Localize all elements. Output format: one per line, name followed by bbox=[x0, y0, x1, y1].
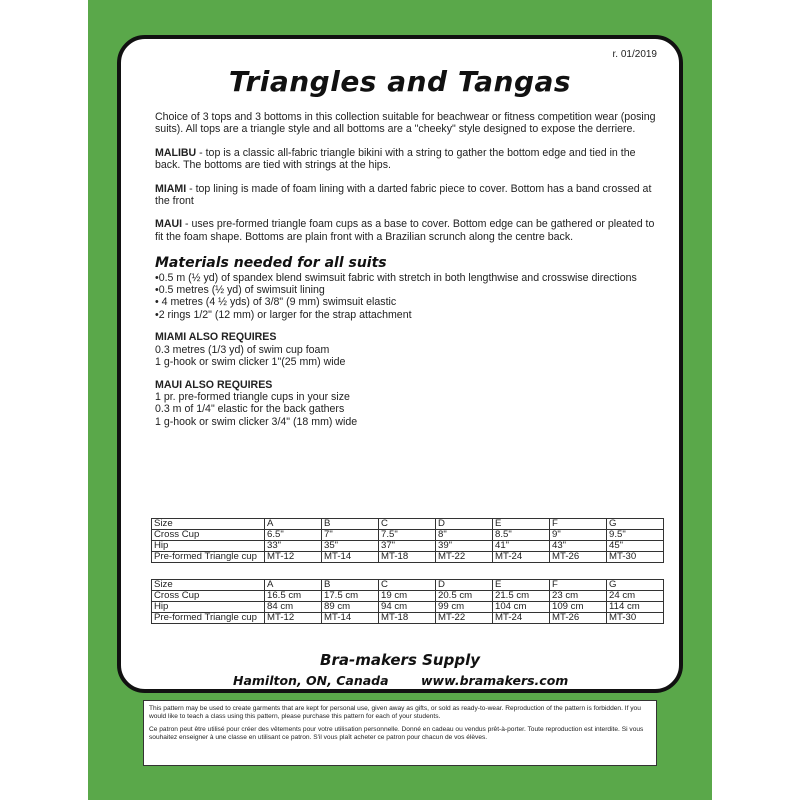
notice-french: Ce patron peut être utilisé pour créer des vêtements pour votre utilisation personnelle. Donné en cadeau ou vendus prêt-à-porter. Toute reproduction est interdite. Si vous souhaitez enseigner à une classe en utilisant ce patron. S'il vous plaît acheter ce patron pour chacun de vos élèves. bbox=[149, 726, 644, 741]
page-title: Triangles and Tangas bbox=[228, 65, 572, 98]
size-value-cell: 33" bbox=[265, 541, 322, 552]
style-text: - uses pre-formed triangle foam cups as a base to cover. Bottom edge can be gathered or pleated to fit the foam shape. Bottoms are plain front with a Brazilian scrunch along the centre back. bbox=[155, 218, 655, 243]
list-item: 0.3 m of 1/4" elastic for the back gathers bbox=[155, 403, 345, 416]
style-malibu bbox=[155, 147, 657, 172]
size-value-cell: A bbox=[265, 580, 322, 591]
size-value-cell: 45" bbox=[607, 541, 664, 552]
size-table-imperial bbox=[151, 518, 664, 563]
size-value-cell: MT-26 bbox=[550, 613, 607, 624]
intro-text: Choice of 3 tops and 3 bottoms in this collection suitable for beachwear or fitness competition wear (posing suits). All tops are a triangle style and all bottoms are a "cheeky" style designed to expose the derriere. bbox=[155, 111, 656, 136]
size-value-cell: 89 cm bbox=[322, 602, 379, 613]
size-value-cell: 19 cm bbox=[379, 591, 436, 602]
table-row bbox=[152, 602, 664, 613]
row-label-cell: Cross Cup bbox=[152, 591, 265, 602]
row-label-cell: Hip bbox=[152, 602, 265, 613]
table-row bbox=[152, 613, 664, 624]
style-text: - top lining is made of foam lining with a darted fabric piece to cover. Bottom has a band crossed at the front bbox=[155, 182, 652, 208]
row-label-cell: Size bbox=[152, 580, 265, 591]
size-value-cell: MT-12 bbox=[265, 613, 322, 624]
size-value-cell: F bbox=[550, 519, 607, 530]
revision-label: r. 01/2019 bbox=[612, 49, 657, 60]
style-miami bbox=[155, 183, 657, 208]
list-item: 1 g-hook or swim clicker 1"(25 mm) wide bbox=[155, 356, 346, 369]
table-row bbox=[152, 519, 664, 530]
style-name: MALIBU bbox=[155, 146, 197, 159]
size-value-cell: 35" bbox=[322, 541, 379, 552]
style-name: MIAMI bbox=[155, 182, 187, 195]
size-value-cell: MT-22 bbox=[436, 613, 493, 624]
size-value-cell: 21.5 cm bbox=[493, 591, 550, 602]
size-value-cell: 8.5" bbox=[493, 530, 550, 541]
style-maui bbox=[155, 218, 657, 243]
size-value-cell: 16.5 cm bbox=[265, 591, 322, 602]
size-value-cell: MT-26 bbox=[550, 552, 607, 563]
size-table-metric bbox=[151, 579, 664, 624]
size-value-cell: 8" bbox=[436, 530, 493, 541]
miami-requirements bbox=[155, 331, 657, 368]
table-row bbox=[152, 580, 664, 591]
size-value-cell: C bbox=[379, 519, 436, 530]
size-value-cell: 43" bbox=[550, 541, 607, 552]
list-item: 1 pr. pre-formed triangle cups in your size bbox=[155, 390, 350, 403]
size-value-cell: B bbox=[322, 580, 379, 591]
size-value-cell: MT-24 bbox=[493, 613, 550, 624]
size-value-cell: 23 cm bbox=[550, 591, 607, 602]
size-value-cell: MT-14 bbox=[322, 613, 379, 624]
row-label-cell: Hip bbox=[152, 541, 265, 552]
row-label-cell: Pre-formed Triangle cup bbox=[152, 552, 265, 563]
size-value-cell: 17.5 cm bbox=[322, 591, 379, 602]
size-value-cell: G bbox=[607, 580, 664, 591]
size-value-cell: MT-18 bbox=[379, 552, 436, 563]
size-value-cell: D bbox=[436, 580, 493, 591]
size-value-cell: 39" bbox=[436, 541, 493, 552]
table-row bbox=[152, 552, 664, 563]
size-value-cell: 9" bbox=[550, 530, 607, 541]
size-value-cell: MT-22 bbox=[436, 552, 493, 563]
list-item: 1 g-hook or swim clicker 3/4" (18 mm) wide bbox=[155, 415, 358, 428]
size-value-cell: 94 cm bbox=[379, 602, 436, 613]
size-value-cell: 24 cm bbox=[607, 591, 664, 602]
size-value-cell: 109 cm bbox=[550, 602, 607, 613]
list-item: •2 rings 1/2" (12 mm) or larger for the strap attachment bbox=[155, 308, 412, 321]
materials-list bbox=[155, 272, 657, 322]
list-item: •0.5 metres (½ yd) of swimsuit lining bbox=[155, 284, 325, 297]
maui-requirements bbox=[155, 379, 657, 429]
size-value-cell: MT-30 bbox=[607, 552, 664, 563]
pattern-card bbox=[117, 35, 683, 693]
size-value-cell: MT-30 bbox=[607, 613, 664, 624]
company-name: Bra-makers Supply bbox=[320, 651, 480, 669]
table-row bbox=[152, 541, 664, 552]
company-website: www.bramakers.com bbox=[421, 673, 569, 688]
style-text: - top is a classic all-fabric triangle bikini with a string to gather the bottom edge and tied in the back. The bottoms are tied with strings at the hips. bbox=[155, 146, 636, 172]
size-value-cell: 7.5" bbox=[379, 530, 436, 541]
size-value-cell: 37" bbox=[379, 541, 436, 552]
size-value-cell: F bbox=[550, 580, 607, 591]
style-name: MAUI bbox=[155, 218, 183, 231]
size-value-cell: 9.5" bbox=[607, 530, 664, 541]
size-value-cell: 114 cm bbox=[607, 602, 664, 613]
size-value-cell: 104 cm bbox=[493, 602, 550, 613]
size-value-cell: 20.5 cm bbox=[436, 591, 493, 602]
materials-heading: Materials needed for all suits bbox=[155, 255, 387, 272]
list-item: •0.5 m (½ yd) of spandex blend swimsuit fabric with stretch in both lengthwise and crosswise directions bbox=[155, 271, 637, 284]
notice-english: This pattern may be used to create garments that are kept for personal use, given away as gifts, or sold as ready-to-wear. Reproduction of the pattern is forbidden. If you would like to teach a class using this pattern, please purchase this pattern for each of your students. bbox=[149, 705, 641, 720]
size-value-cell: E bbox=[493, 519, 550, 530]
size-value-cell: MT-14 bbox=[322, 552, 379, 563]
size-value-cell: 7" bbox=[322, 530, 379, 541]
size-value-cell: 84 cm bbox=[265, 602, 322, 613]
size-value-cell: 6.5" bbox=[265, 530, 322, 541]
size-value-cell: MT-24 bbox=[493, 552, 550, 563]
size-value-cell: G bbox=[607, 519, 664, 530]
size-value-cell: C bbox=[379, 580, 436, 591]
miami-requires-heading: MIAMI ALSO REQUIRES bbox=[155, 331, 277, 344]
size-value-cell: 99 cm bbox=[436, 602, 493, 613]
size-value-cell: A bbox=[265, 519, 322, 530]
row-label-cell: Size bbox=[152, 519, 265, 530]
maui-requires-heading: MAUI ALSO REQUIRES bbox=[155, 378, 273, 391]
description-body bbox=[155, 111, 657, 438]
size-value-cell: D bbox=[436, 519, 493, 530]
table-row bbox=[152, 591, 664, 602]
table-row bbox=[152, 530, 664, 541]
row-label-cell: Pre-formed Triangle cup bbox=[152, 613, 265, 624]
company-address: Hamilton, ON, Canada bbox=[233, 673, 389, 688]
row-label-cell: Cross Cup bbox=[152, 530, 265, 541]
size-value-cell: B bbox=[322, 519, 379, 530]
list-item: • 4 metres (4 ½ yds) of 3/8" (9 mm) swimsuit elastic bbox=[155, 296, 397, 309]
size-value-cell: 41" bbox=[493, 541, 550, 552]
list-item: 0.3 metres (1/3 yd) of swim cup foam bbox=[155, 343, 330, 356]
copyright-notice bbox=[143, 700, 657, 766]
size-value-cell: MT-12 bbox=[265, 552, 322, 563]
size-value-cell: E bbox=[493, 580, 550, 591]
size-value-cell: MT-18 bbox=[379, 613, 436, 624]
